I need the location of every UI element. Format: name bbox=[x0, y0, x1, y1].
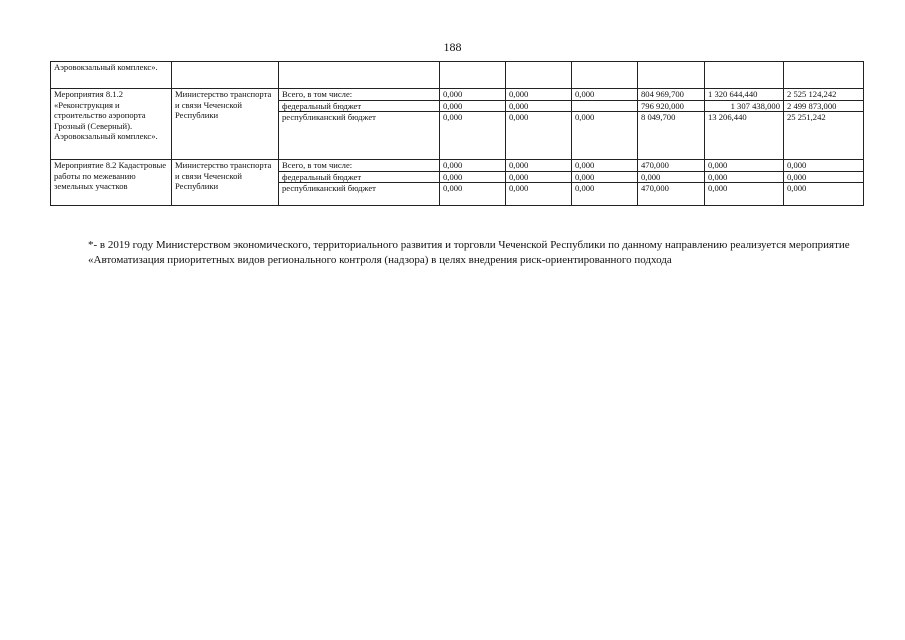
value-cell: 0,000 bbox=[506, 171, 572, 183]
event-cell: Мероприятия 8.1.2 «Реконструкция и строительство аэропорта Грозный (Северный). Аэровокзальный комплекс». bbox=[51, 89, 172, 160]
funding-source-cell: республиканский бюджет bbox=[279, 183, 440, 206]
funding-source-cell: федеральный бюджет bbox=[279, 100, 440, 112]
value-cell: 0,000 bbox=[705, 171, 784, 183]
value-cell: 2 525 124,242 bbox=[784, 89, 864, 101]
funding-source-cell: республиканский бюджет bbox=[279, 112, 440, 160]
value-cell: 2 499 873,000 bbox=[784, 100, 864, 112]
funding-source-cell: федеральный бюджет bbox=[279, 171, 440, 183]
executor-cell: Министерство транспорта и связи Чеченской Республики bbox=[172, 160, 279, 206]
executor-cell: Министерство транспорта и связи Чеченской Республики bbox=[172, 89, 279, 160]
funding-source-cell: Всего, в том числе: bbox=[279, 89, 440, 101]
table-row bbox=[51, 160, 864, 172]
value-cell: 0,000 bbox=[440, 160, 506, 172]
value-cell: 0,000 bbox=[572, 112, 638, 160]
value-cell: 0,000 bbox=[506, 160, 572, 172]
value-cell: 25 251,242 bbox=[784, 112, 864, 160]
value-cell: 0,000 bbox=[440, 89, 506, 101]
table-row bbox=[51, 89, 864, 101]
event-cell: Аэровокзальный комплекс». bbox=[51, 62, 172, 89]
value-cell: 0,000 bbox=[440, 100, 506, 112]
value-cell: 0,000 bbox=[784, 183, 864, 206]
value-cell: 0,000 bbox=[784, 160, 864, 172]
value-cell: 0,000 bbox=[506, 100, 572, 112]
value-cell: 1 320 644,440 bbox=[705, 89, 784, 101]
table-row-continuation bbox=[51, 62, 864, 89]
value-cell: 0,000 bbox=[705, 183, 784, 206]
footnote: *- в 2019 году Министерством экономического, территориального развития и торговли Чеченской Республики по данному направлению реализуется мероприятие «Автоматизация приоритетных видов регионального контроля (надзора) в целях внедрения риск-ориентированного подхода bbox=[88, 239, 850, 266]
funding-source-cell: Всего, в том числе: bbox=[279, 160, 440, 172]
value-cell: 0,000 bbox=[506, 112, 572, 160]
value-cell: 0,000 bbox=[572, 171, 638, 183]
value-cell: 0,000 bbox=[440, 183, 506, 206]
value-cell: 0,000 bbox=[440, 112, 506, 160]
value-cell bbox=[572, 100, 638, 112]
value-cell: 804 969,700 bbox=[638, 89, 705, 101]
value-cell: 470,000 bbox=[638, 183, 705, 206]
event-cell: Мероприятие 8.2 Кадастровые работы по межеванию земельных участков bbox=[51, 160, 172, 206]
value-cell: 0,000 bbox=[506, 89, 572, 101]
value-cell: 0,000 bbox=[705, 160, 784, 172]
value-cell: 1 307 438,000 bbox=[705, 100, 784, 112]
budget-table bbox=[50, 61, 864, 206]
value-cell: 0,000 bbox=[784, 171, 864, 183]
page-number: 188 bbox=[443, 40, 462, 54]
value-cell: 0,000 bbox=[506, 183, 572, 206]
value-cell: 0,000 bbox=[572, 160, 638, 172]
value-cell: 0,000 bbox=[440, 171, 506, 183]
value-cell: 470,000 bbox=[638, 160, 705, 172]
value-cell: 13 206,440 bbox=[705, 112, 784, 160]
value-cell: 0,000 bbox=[572, 89, 638, 101]
value-cell: 0,000 bbox=[572, 183, 638, 206]
value-cell: 796 920,000 bbox=[638, 100, 705, 112]
value-cell: 0,000 bbox=[638, 171, 705, 183]
value-cell: 8 049,700 bbox=[638, 112, 705, 160]
